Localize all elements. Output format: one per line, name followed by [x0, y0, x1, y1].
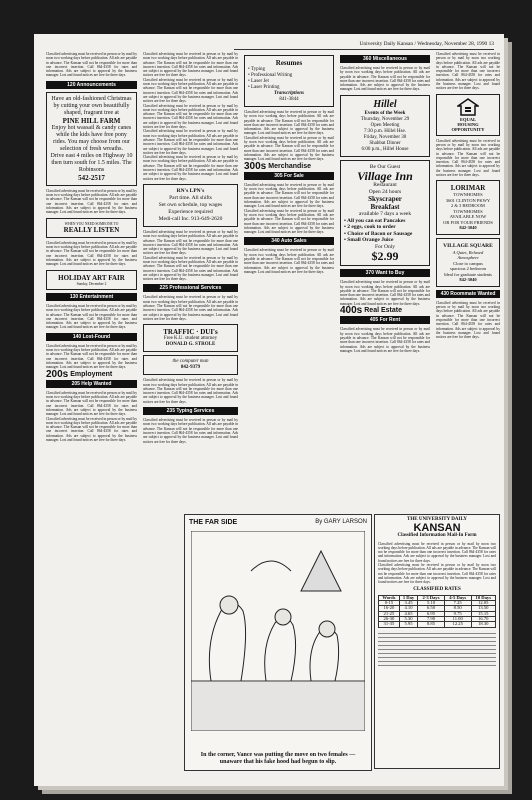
- page-folio: University Daily Kansan / Wednesday, November 28, 1990 13: [234, 41, 494, 50]
- ad-list-item: • Typing: [248, 67, 266, 72]
- category-merchandise: 300s Merchandise: [244, 160, 312, 172]
- form-body-text: Classified advertising must be received in person or by mail by noon two working days before publication. All ads are payable in advance. The Kansan will not be responsible for more than one incorrect insertion. Call 864-4358 for rates and information. Ads are subject to approval by the business manager. Lost and found notices are free for three days.: [378, 541, 496, 563]
- section-header-entertainment: 130 Entertainment: [46, 293, 137, 301]
- table-cell: 8.50: [444, 606, 471, 611]
- logo-text: EQUAL: [459, 116, 476, 122]
- ad-text: Sunday, December 2: [76, 281, 107, 286]
- comic-caption: In the corner, Vance was putting the move on two females — unaware that his fake hood had begun to slip.: [200, 752, 356, 765]
- table-cell: 6.50: [418, 606, 445, 611]
- body-text: Classified advertising must be received in person or by mail by noon two working days before publication. All ads are payable in advance. The Kansan will not be responsible for more than one incorrect insertion. Call 864-4358 for rates and information. Ads are subject to approval by the business manager. Lost and found notices are free for three days.: [340, 280, 430, 306]
- table-cell: 4.10: [399, 606, 417, 611]
- table-cell: 15.15: [471, 611, 495, 616]
- house-icon: [457, 98, 479, 116]
- holiday-art-ad: [46, 270, 137, 290]
- table-cell: 12.05: [471, 601, 495, 606]
- section-header-professional: 225 Professional Services: [143, 284, 238, 292]
- category-employment: 200s Employment: [46, 368, 113, 380]
- village-inn-ad: [340, 160, 430, 267]
- ad-text: Open 24 hours: [368, 188, 402, 195]
- ad-text: Breakfast: [370, 203, 400, 212]
- section-header-miscellaneous: 360 Miscellaneous: [340, 55, 430, 63]
- ad-price: $2.99: [371, 249, 399, 264]
- rates-header-cell: 1 Day: [399, 595, 417, 600]
- ad-text: 2 & 3 BEDROOM: [451, 203, 485, 209]
- ad-text: spacious 2 bedroom: [450, 266, 486, 272]
- body-text: Classified advertising must be received in person or by mail by noon two working days before publication. All ads are payable in advance. The Kansan will not be responsible for more than one incorrect insertion. Call 864-4358 for rates and information. Ads are subject to approval by the business manager. Lost and found notices are free for three days.: [46, 343, 137, 370]
- section-header-help-wanted: 205 Help Wanted: [46, 380, 137, 388]
- body-text: Classified advertising must be received in person or by mail by noon two working days before publication. All ads are payable in advance. The Kansan will not be responsible for more than one incorrect insertion. Call 864-4358 for rates and information. Ads are subject to approval by the business manager. Lost and found notices are free for three days.: [143, 378, 238, 404]
- section-header-for-sale: 305 For Sale: [244, 172, 334, 180]
- body-text: Classified advertising must be received in person or by mail by noon two working days before publication. All ads are payable in advance. The Kansan will not be responsible for more than one incorrect insertion. Call 864-4358 for rates and information. Ads are subject to approval by the business manager. Lost and found notices are free for three days.: [244, 208, 334, 235]
- ad-title: Hillel: [373, 98, 397, 110]
- ad-text: Experience required: [168, 208, 213, 215]
- table-cell: 4.65: [399, 611, 417, 616]
- body-text: Classified advertising must be received in person or by mail by noon two working days before publication. All ads are payable in advance. The Kansan will not be responsible for more than one incorrect insertion. Call 864-4358 for rates and information. Ads are subject to approval by the business manager. Lost and found notices are free for three days.: [46, 390, 137, 417]
- ad-text: A Quiet, Relaxed: [452, 249, 484, 255]
- ad-text: 3601 CLINTON PKWY: [445, 197, 491, 203]
- section-header-auto-sales: 340 Auto Sales: [244, 237, 334, 245]
- ad-text: Thursday, November 29: [360, 116, 410, 122]
- table-cell: 26-30: [379, 617, 400, 622]
- comic-illustration: [191, 531, 365, 731]
- ad-list-item: • Professional Writing: [248, 73, 293, 78]
- body-text: Classified advertising must be received in person or by mail by noon two working days before publication. All ads are payable in advance. The Kansan will not be responsible for more than one incorrect insertion. Call 864-4358 for rates and information. Ads are subject to approval by the business manager. Lost and found notices are free for three days.: [436, 300, 500, 340]
- table-cell: 9.75: [444, 611, 471, 616]
- form-fill-lines[interactable]: [378, 630, 496, 666]
- ad-text: Transcriptions: [273, 91, 305, 96]
- ad-text: Events of the Week: [364, 110, 406, 116]
- ad-text: Ideal for graduate students: [444, 271, 492, 277]
- village-square-ad: [436, 238, 500, 287]
- section-header-for-rent: 405 For Rent: [340, 316, 430, 324]
- ad-list-item: • All you can eat Pancakes: [344, 217, 406, 224]
- table-cell: 8.85: [418, 622, 445, 627]
- ad-title: REALLY LISTEN: [63, 225, 120, 234]
- column-4: [340, 52, 430, 516]
- logo-text: OPPORTUNITY: [451, 126, 485, 132]
- form-body-text: Classified advertising must be received in person or by mail by noon two working days before publication. All ads are payable in advance. The Kansan will not be responsible for more than one incorrect insertion. Call 864-4358 for rates and information. Ads are subject to approval by the business manager. Lost and found notices are free for three days.: [378, 563, 496, 585]
- body-text: Classified advertising must be received in person or by mail by noon two working days before publication. All ads are payable in advance. The Kansan will not be responsible for more than one incorrect insertion. Call 864-4358 for rates and information. Ads are subject to approval by the business manager. Lost and found notices are free for three days.: [244, 135, 334, 162]
- body-text: Classified advertising must be received in person or by mail by noon two working days before publication. All ads are payable in advance. The Kansan will not be responsible for more than one incorrect insertion. Call 864-4358 for rates and information. Ads are subject to approval by the business manager. Lost and found notices are free for three days.: [244, 248, 334, 274]
- body-text: Classified advertising must be received in person or by mail by noon two working days before publication. All ads are payable in advance. The Kansan will not be responsible for more than one incorrect insertion. Call 864-4358 for rates and information. Ads are subject to approval by the business manager. Lost and found notices are free for three days.: [143, 295, 238, 321]
- ad-list-item: • 2 eggs, cook to order: [344, 224, 396, 231]
- body-text: Classified advertising must be received in person or by mail by noon two working days before publication. All ads are payable in advance. The Kansan will not be responsible for more than one incorrect insertion. Call 864-4358 for rates and information. Ads are subject to approval by the business manager. Lost and found notices are free for three days.: [143, 52, 238, 78]
- form-label: THE UNIVERSITY DAILY: [407, 517, 467, 522]
- form-masthead: KANSAN: [413, 522, 461, 535]
- table-cell: 5.95: [399, 622, 417, 627]
- rates-table: [378, 595, 496, 628]
- section-header-typing: 235 Typing Services: [143, 407, 238, 415]
- table-cell: 7.25: [444, 601, 471, 606]
- ad-text: 6:00 p.m., Hillel House: [361, 146, 409, 152]
- ad-text: Open Meeting: [370, 122, 400, 128]
- rates-header-cell: Words: [379, 595, 400, 600]
- equal-housing-logo: [436, 94, 500, 136]
- table-cell: 7.90: [418, 617, 445, 622]
- ad-text: Atmosphere: [457, 255, 479, 261]
- logo-text: HOUSING: [457, 121, 479, 127]
- form-subtitle: Classified Information Mail-In Form: [397, 533, 477, 539]
- traffic-ad: [143, 324, 238, 352]
- table-cell: 5.30: [399, 617, 417, 622]
- table-cell: 16-20: [379, 606, 400, 611]
- body-text: Classified advertising must be received in person or by mail by noon two working days before publication. All ads are payable in advance. The Kansan will not be responsible for more than one incorrect insertion. Call 864-4358 for rates and information. Ads are subject to approval by the business manager. Lost and found notices are free for three days.: [46, 240, 137, 267]
- table-cell: 16.70: [471, 617, 495, 622]
- ad-text: Restaurant: [373, 182, 397, 189]
- body-text: Classified advertising must be received in person or by mail by noon two working days before publication. All ads are payable in advance. The Kansan will not be responsible for more than one incorrect insertion. Call 864-4358 for rates and information. Ads are subject to approval by the business manager. Lost and found notices are free for three days.: [340, 327, 430, 353]
- ad-text: TOWNHOMES: [453, 208, 483, 214]
- comic-title: THE FAR SIDE: [189, 519, 238, 526]
- ad-text: available 7 days a week: [358, 211, 412, 218]
- ad-text: TOWNHOMES: [453, 192, 483, 198]
- listener-ad: [46, 218, 137, 238]
- category-real-estate: 400s Real Estate: [340, 305, 402, 317]
- ad-text: Be Our Guest: [369, 163, 401, 170]
- ad-phone: 542-2517: [78, 173, 105, 182]
- section-header-want-to-buy: 370 Want to Buy: [340, 269, 430, 277]
- ad-text: AVAILABLE NOW: [449, 214, 487, 220]
- ad-text: Shabbat Dinner: [369, 140, 401, 146]
- table-row: [379, 622, 496, 627]
- ad-title: Resumes: [275, 59, 303, 67]
- far-side-comic: [184, 514, 372, 771]
- body-text: Classified advertising must be received in person or by mail by noon two working days before publication. All ads are payable in advance. The Kansan will not be responsible for more than one incorrect insertion. Call 864-4358 for rates and information. Ads are subject to approval by the business manager. Lost and found notices are free for three days.: [143, 418, 238, 444]
- table-cell: 31-35: [379, 622, 400, 627]
- table-cell: 0-15: [379, 601, 400, 606]
- body-text: Classified advertising must be received in person or by mail by noon two working days before publication. All ads are payable in advance. The Kansan will not be responsible for more than one incorrect insertion. Call 864-4358 for rates and information. Ads are subject to approval by the business manager. Lost and found notices are free for three days.: [143, 77, 238, 104]
- ad-phone: 841-3844: [279, 97, 299, 102]
- body-text: Classified advertising must be received in person or by mail by noon two working days before publication. All ads are payable in advance. The Kansan will not be responsible for more than one incorrect insertion. Call 864-4358 for rates and information. Ads are subject to approval by the business manager. Lost and found notices are free for three days.: [244, 110, 334, 136]
- section-header-lost-found: 140 Lost-Found: [46, 333, 137, 341]
- section-header-announcements: 120 Announcements: [46, 81, 137, 89]
- ad-text: WHEN YOU NEED SOMEONE TO: [64, 221, 119, 226]
- ad-title: VILLAGE SQUARE: [443, 242, 493, 249]
- rn-jobs-ad: [143, 184, 238, 227]
- ad-title: LORIMAR: [450, 184, 486, 193]
- ad-title: HOLIDAY ART FAIR: [58, 273, 125, 282]
- table-cell: 18.30: [471, 622, 495, 627]
- body-text: Classified advertising must be received in person or by mail by noon two working days before publication. All ads are payable in advance. The Kansan will not be responsible for more than one incorrect insertion. Call 864-4358 for rates and information. Ads are subject to approval by the business manager. Lost and found notices are free for three days.: [46, 188, 137, 215]
- ad-text: Set own schedule, top wages: [158, 201, 223, 208]
- table-cell: 3.45: [399, 601, 417, 606]
- ad-list-item: • Laser Jet: [248, 79, 269, 84]
- ad-text: Friday, November 30: [363, 134, 407, 140]
- body-text: Classified advertising must be received in person or by mail by noon two working days before publication. All ads are payable in advance. The Kansan will not be responsible for more than one incorrect insertion. Call 864-4358 for rates and information. Ads are subject to approval by the business manager. Lost and found notices are free for three days.: [436, 52, 500, 91]
- ad-text: DONALD G. STROLE: [165, 342, 216, 348]
- comic-byline: By GARY LARSON: [315, 519, 367, 525]
- pine-hill-ad: [46, 92, 137, 186]
- ad-text: Free K.U. student attorney: [163, 336, 218, 342]
- body-text: Classified advertising must be received in person or by mail by noon two working days before publication. All ads are payable in advance. The Kansan will not be responsible for more than one incorrect insertion. Call 864-4358 for rates and information. Ads are subject to approval by the business manager. Lost and found notices are free for three days.: [143, 229, 238, 256]
- body-text: Classified advertising must be received in person or by mail by noon two working days before publication. All ads are payable in advance. The Kansan will not be responsible for more than one incorrect insertion. Call 864-4358 for rates and information. Ads are subject to approval by the business manager. Lost and found notices are free for three days.: [46, 52, 137, 78]
- column-1: [46, 52, 137, 778]
- ad-text: For Only: [374, 243, 395, 250]
- hillel-ad: [340, 95, 430, 157]
- ad-text: Skyscraper: [368, 195, 402, 204]
- table-cell: 5.10: [418, 601, 445, 606]
- table-cell: 21-25: [379, 611, 400, 616]
- ad-text: Have an old-fashioned Christmas by cutting your own beautifully shaped, fragrant tree at: [51, 95, 132, 116]
- body-text: Classified advertising must be received in person or by mail by noon two working days before publication. All ads are payable in advance. The Kansan will not be responsible for more than one incorrect insertion. Call 864-4358 for rates and information. Ads are subject to approval by the business manager. Lost and found notices are free for three days.: [436, 138, 500, 178]
- body-text: Classified advertising must be received in person or by mail by noon two working days before publication. All ads are payable in advance. The Kansan will not be responsible for more than one incorrect insertion. Call 864-4358 for rates and information. Ads are subject to approval by the business manager. Lost and found notices are free for three days.: [143, 103, 238, 130]
- body-text: Classified advertising must be received in person or by mail by noon two working days before publication. All ads are payable in advance. The Kansan will not be responsible for more than one incorrect insertion. Call 864-4358 for rates and information. Ads are subject to approval by the business manager. Lost and found notices are free for three days.: [340, 66, 430, 92]
- ad-list-item: • Small Orange Juice: [344, 237, 394, 244]
- kansan-classified-form: [374, 514, 500, 769]
- table-cell: 12.25: [444, 622, 471, 627]
- table-cell: 6.95: [418, 611, 445, 616]
- ad-title: TRAFFIC · DUI's: [163, 328, 218, 337]
- ad-phone: 842-3040: [459, 277, 477, 283]
- body-text: Classified advertising must be received in person or by mail by noon two working days before publication. All ads are payable in advance. The Kansan will not be responsible for more than one incorrect insertion. Call 864-4358 for rates and information. Ads are subject to approval by the business manager. Lost and found notices are free for three days.: [143, 255, 238, 282]
- resumes-ad: [244, 55, 334, 107]
- computer-man-ad: [143, 355, 238, 375]
- ad-list-item: • Choice of Bacon or Sausage: [344, 230, 413, 237]
- body-text: Classified advertising must be received in person or by mail by noon two working days before publication. All ads are payable in advance. The Kansan will not be responsible for more than one incorrect insertion. Call 864-4358 for rates and information. Ads are subject to approval by the business manager. Lost and found notices are free for three days.: [46, 416, 137, 443]
- section-header-roommate: 430 Roommate Wanted: [436, 290, 500, 298]
- ad-title: Village Inn: [357, 169, 413, 184]
- ad-phone: 842-9379: [180, 365, 201, 371]
- rates-title: CLASSIFIED RATES: [413, 586, 461, 592]
- lorimar-ad: [436, 180, 500, 235]
- ad-title: the computer man: [172, 359, 209, 365]
- body-text: Classified advertising must be received in person or by mail by noon two working days before publication. All ads are payable in advance. The Kansan will not be responsible for more than one incorrect insertion. Call 864-4358 for rates and information. Ads are subject to approval by the business manager. Lost and found notices are free for three days.: [143, 155, 238, 181]
- ad-title: PINE HILL FARM: [62, 116, 121, 125]
- body-text: Classified advertising must be received in person or by mail by noon two working days before publication. All ads are payable in advance. The Kansan will not be responsible for more than one incorrect insertion. Call 864-4358 for rates and information. Ads are subject to approval by the business manager. Lost and found notices are free for three days.: [143, 129, 238, 155]
- ad-text: Enjoy hot wassail & candy canes while the kids have free pony rides. You may choose from our selection of fresh wreaths.: [51, 124, 132, 152]
- column-3: [244, 52, 334, 516]
- ad-text: Close to campus: [453, 260, 483, 266]
- ad-text: Medi-call Inc. 913-649-2620: [158, 215, 223, 222]
- newspaper-page: [34, 34, 504, 786]
- ad-text: 7:30 p.m. Hillel Hse.: [364, 128, 406, 134]
- ad-title: RN's LPN's: [176, 187, 205, 194]
- table-cell: 11.00: [444, 617, 471, 622]
- ad-phone: 842-3040: [459, 225, 477, 231]
- body-text: Classified advertising must be received in person or by mail by noon two working days before publication. All ads are payable in advance. The Kansan will not be responsible for more than one incorrect insertion. Call 864-4358 for rates and information. Ads are subject to approval by the business manager. Lost and found notices are free for three days.: [244, 182, 334, 209]
- body-text: Classified advertising must be received in person or by mail by noon two working days before publication. All ads are payable in advance. The Kansan will not be responsible for more than one incorrect insertion. Call 864-4358 for rates and information. Ads are subject to approval by the business manager. Lost and found notices are free for three days.: [46, 303, 137, 330]
- ad-list-item: • Laser Printing: [248, 85, 280, 90]
- rates-header-cell: 10 Days: [471, 595, 495, 600]
- rates-header-cell: 2-3 Days: [418, 595, 445, 600]
- rates-header-cell: 4-5 Days: [444, 595, 471, 600]
- ad-text: OR FOR YOUR FRIENDS: [443, 219, 493, 225]
- ad-text: Part time. All shifts: [169, 194, 212, 201]
- ad-text: Drive east 4 miles on Highway 10 then turn south for 1.5 miles. The Robinsons: [50, 152, 133, 173]
- table-cell: 13.50: [471, 606, 495, 611]
